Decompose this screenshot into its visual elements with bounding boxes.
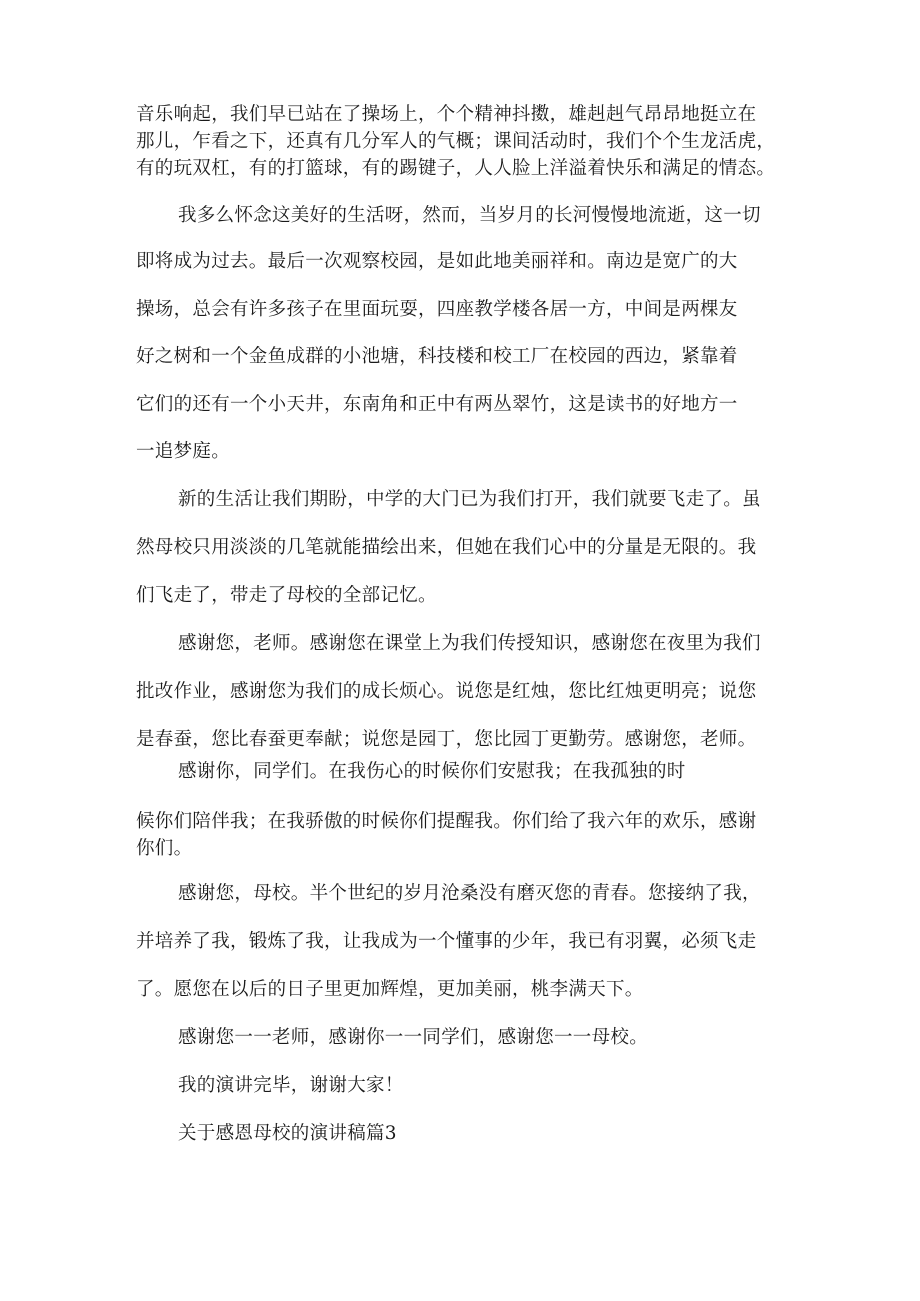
paragraph-first-line: 感谢您一一老师，感谢你一一同学们，感谢您一一母校。	[178, 1027, 649, 1048]
text-line: 操场，总会有许多孩子在里面玩耍，四座教学楼各居一方，中间是两棵友	[136, 299, 738, 320]
text-line: 一追梦庭。	[136, 441, 231, 462]
text-line: 了。愿您在以后的日子里更加辉煌，更加美丽，桃李满天下。	[136, 979, 644, 1000]
text-line: 那儿，乍看之下，还真有几分军人的气概；课间活动时，我们个个生龙活虎，	[136, 131, 776, 152]
text-line: 即将成为过去。最后一次观察校园，是如此地美丽祥和。南边是宽广的大	[136, 251, 738, 272]
text-line: 好之树和一个金鱼成群的小池塘，科技楼和校工厂在校园的西边，紧靠着	[136, 346, 738, 367]
paragraph-first-line: 我多么怀念这美好的生活呀，然而，当岁月的长河慢慢地流逝，这一切	[178, 205, 761, 226]
paragraph-first-line: 新的生活让我们期盼，中学的大门已为我们打开，我们就要飞走了。虽	[178, 489, 761, 510]
paragraph-first-line: 感谢您，老师。感谢您在课堂上为我们传授知识，感谢您在夜里为我们	[178, 633, 761, 654]
text-line: 音乐响起，我们早已站在了操场上，个个精神抖擞，雄赳赳气昂昂地挺立在	[136, 104, 757, 125]
text-line: 批改作业，感谢您为我们的成长烦心。说您是红烛，您比红烛更明亮；说您	[136, 681, 757, 702]
paragraph-first-line: 我的演讲完毕，谢谢大家！	[178, 1075, 404, 1096]
text-line: 并培养了我，锻炼了我，让我成为一个懂事的少年，我已有羽翼，必须飞走	[136, 931, 757, 952]
section-heading: 关于感恩母校的演讲稿篇3	[178, 1123, 397, 1144]
text-line: 有的玩双杠，有的打篮球，有的踢键子，人人脸上洋溢着快乐和满足的情态。	[136, 158, 776, 179]
paragraph-first-line: 感谢您，母校。半个世纪的岁月沧桑没有磨灭您的青春。您接纳了我，	[178, 883, 761, 904]
text-line: 你们。	[136, 838, 193, 859]
text-line: 们飞走了，带走了母校的全部记忆。	[136, 585, 437, 606]
paragraph-first-line: 感谢你，同学们。在我伤心的时候你们安慰我；在我孤独的时	[178, 761, 686, 782]
text-line: 然母校只用淡淡的几笔就能描绘出来，但她在我们心中的分量是无限的。我	[136, 537, 757, 558]
text-line: 它们的还有一个小天井，东南角和正中有两丛翠竹，这是读书的好地方一	[136, 394, 738, 415]
text-line: 是春蚕，您比春蚕更奉献；说您是园丁，您比园丁更勤劳。感谢您，老师。	[136, 729, 757, 750]
text-line: 候你们陪伴我；在我骄傲的时候你们提醒我。你们给了我六年的欢乐，感谢	[136, 811, 757, 832]
